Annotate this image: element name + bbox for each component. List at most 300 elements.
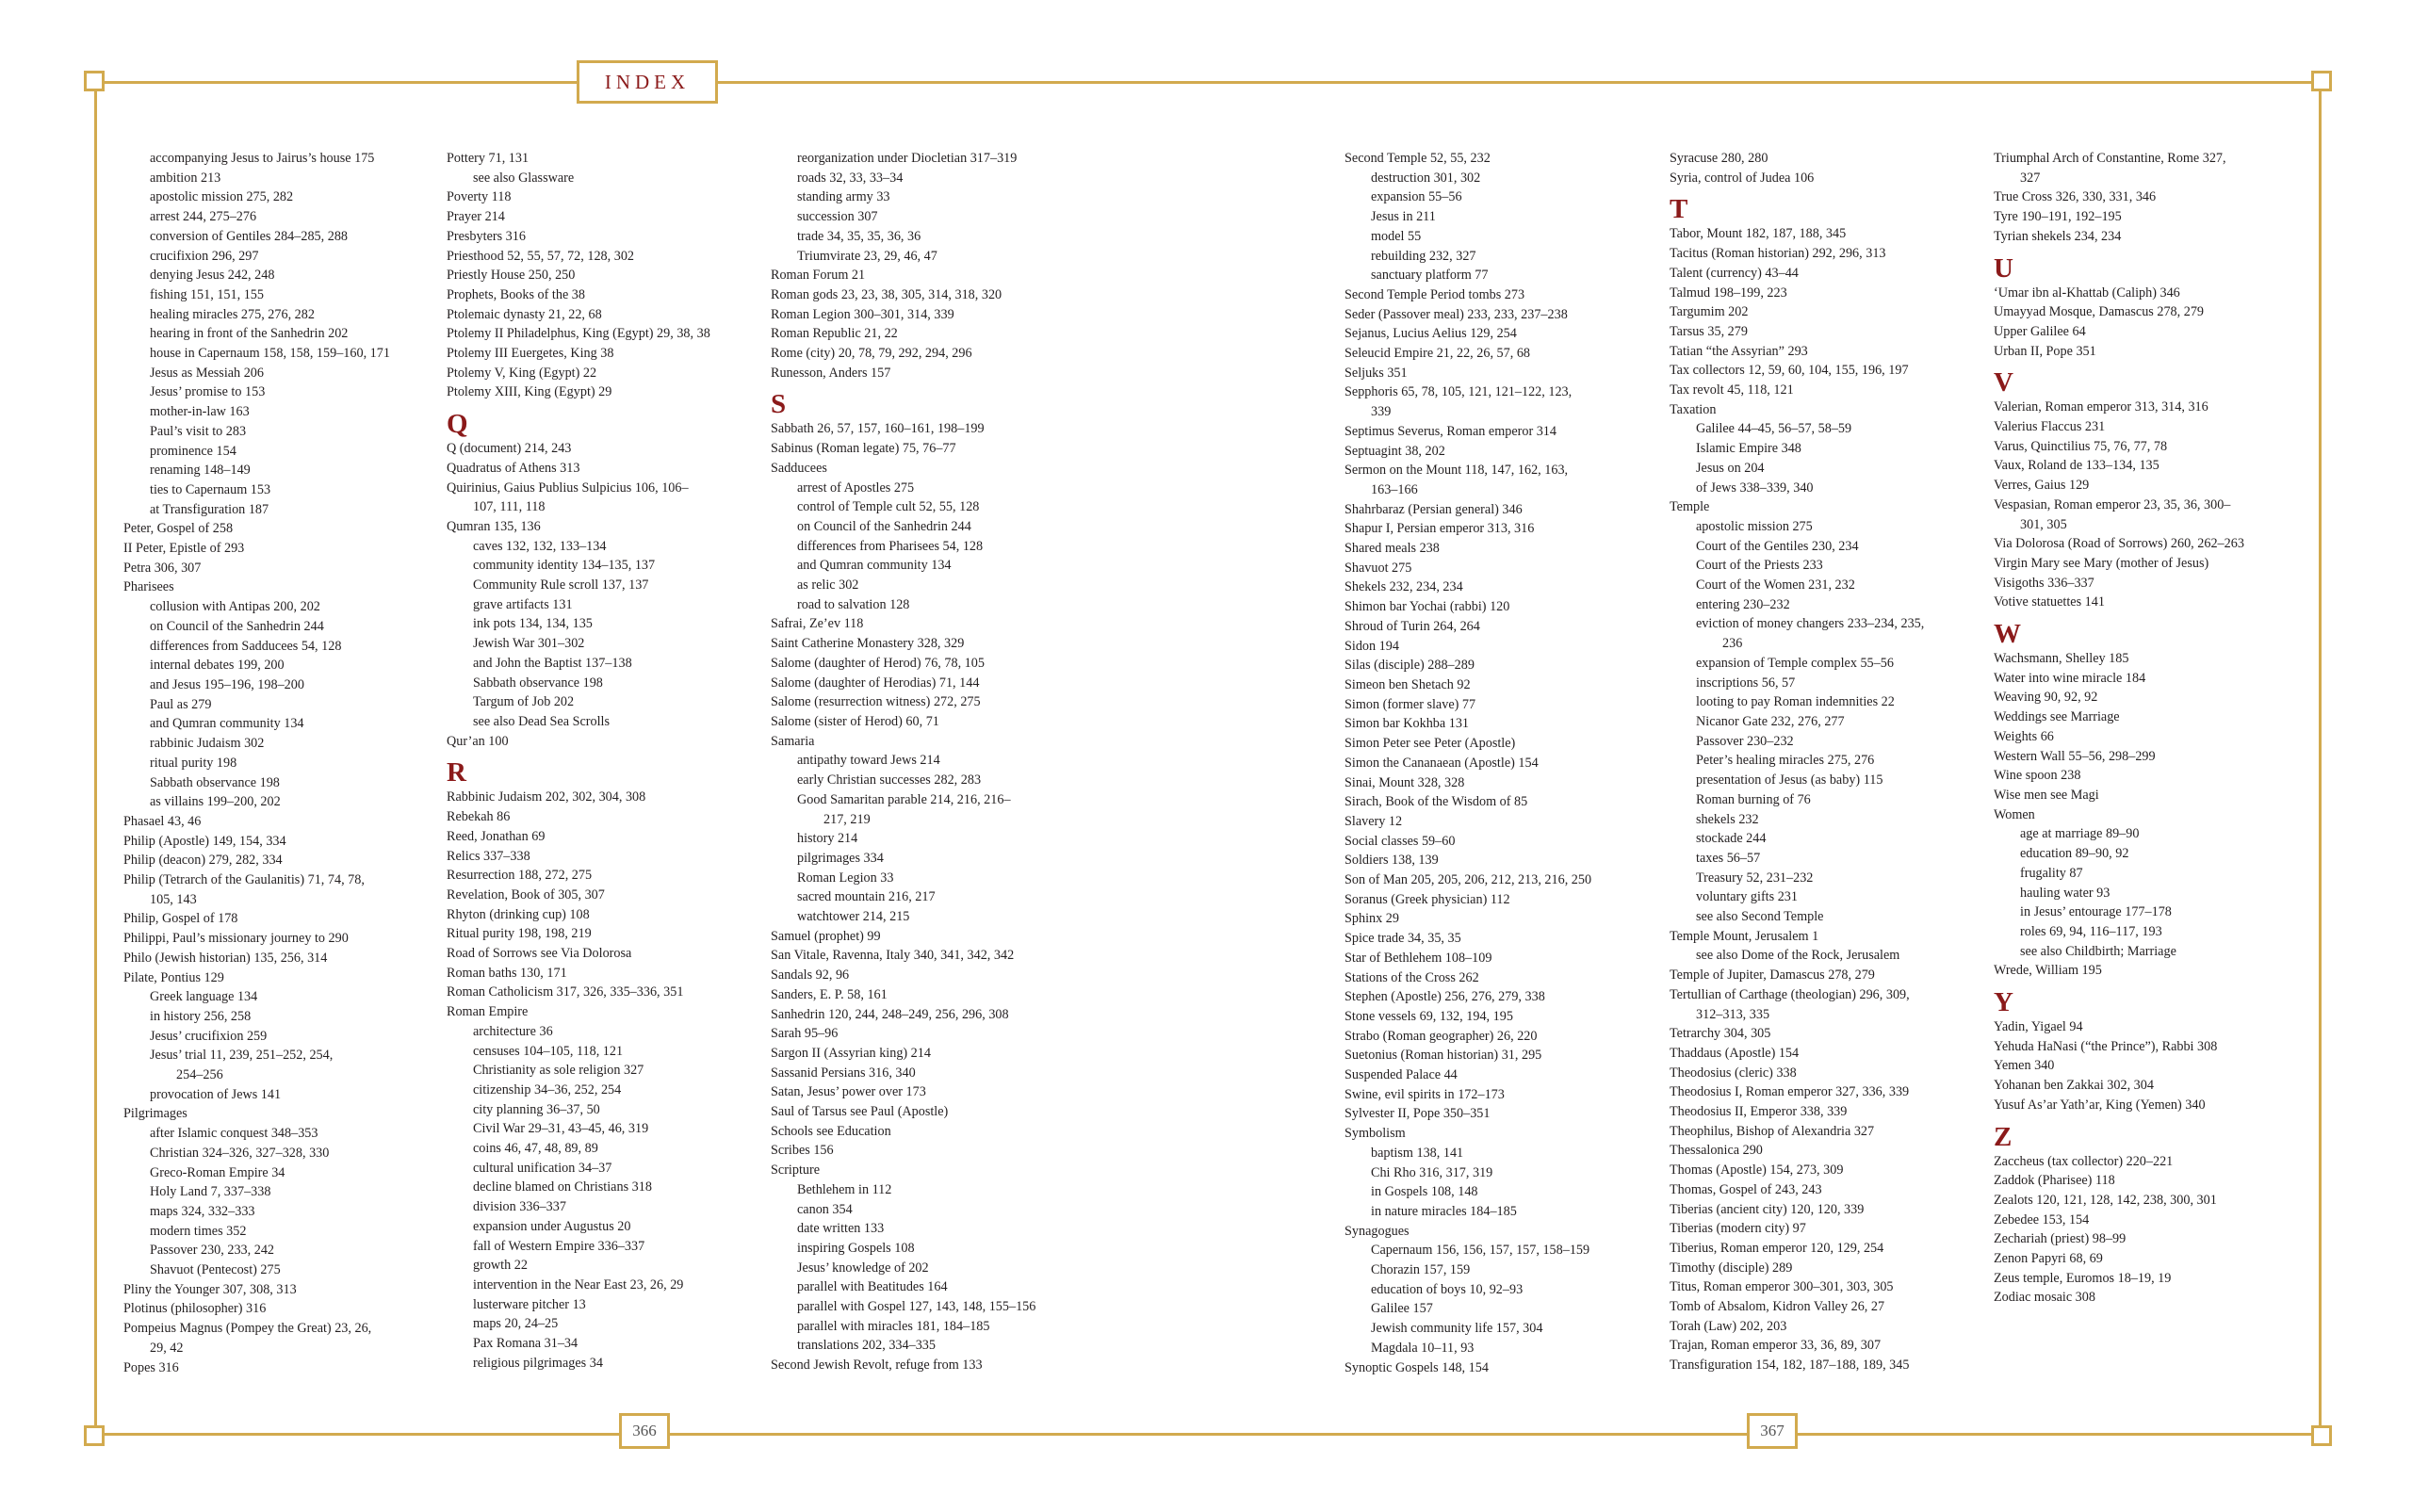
index-entry: Yadin, Yigael 94 — [1994, 1019, 2083, 1035]
index-entry: Tax revolt 45, 118, 121 — [1670, 382, 1794, 398]
page-number-right: 367 — [1760, 1422, 1785, 1439]
index-subentry: Capernaum 156, 156, 157, 157, 158–159 — [1371, 1243, 1590, 1259]
index-subentry: ritual purity 198 — [150, 755, 237, 771]
index-entry: Plotinus (philosopher) 316 — [123, 1301, 267, 1317]
index-entry: Relics 337–338 — [447, 848, 530, 864]
index-entry: Saul of Tarsus see Paul (Apostle) — [771, 1104, 949, 1120]
index-subentry: sanctuary platform 77 — [1371, 268, 1489, 284]
index-entry: Poverty 118 — [447, 189, 512, 205]
index-entry: II Peter, Epistle of 293 — [123, 541, 245, 557]
index-entry: Syracuse 280, 280 — [1670, 151, 1768, 166]
index-subentry: growth 22 — [473, 1258, 528, 1274]
index-entry: Stephen (Apostle) 256, 276, 279, 338 — [1345, 989, 1545, 1005]
index-subentry: lusterware pitcher 13 — [473, 1296, 586, 1312]
index-entry: Transfiguration 154, 182, 187–188, 189, 345 — [1670, 1358, 1910, 1374]
index-subentry: Court of the Priests 233 — [1696, 558, 1823, 574]
index-entry: Thaddaus (Apostle) 154 — [1670, 1045, 1800, 1061]
index-subentry: inscriptions 56, 57 — [1696, 675, 1796, 691]
index-subentry: Jesus’ knowledge of 202 — [797, 1260, 929, 1276]
index-entry-continuation: 327 — [2020, 170, 2041, 186]
index-subentry: and Qumran community 134 — [797, 558, 952, 574]
index-entry: Pilgrimages — [123, 1106, 187, 1122]
index-entry: Slavery 12 — [1345, 813, 1403, 829]
index-subentry: rebuilding 232, 327 — [1371, 248, 1476, 264]
index-subentry: intervention in the Near East 23, 26, 29 — [473, 1276, 684, 1293]
index-subentry: Civil War 29–31, 43–45, 46, 319 — [473, 1121, 649, 1137]
index-entry: Yehuda HaNasi (“the Prince”), Rabbi 308 — [1994, 1038, 2218, 1054]
index-entry: Wachsmann, Shelley 185 — [1994, 651, 2129, 667]
index-entry-continuation: 29, 42 — [150, 1340, 184, 1356]
index-entry: Stations of the Cross 262 — [1345, 969, 1479, 985]
index-entry: Ptolemy V, King (Egypt) 22 — [447, 365, 597, 381]
index-subentry: caves 132, 132, 133–134 — [473, 538, 607, 554]
index-entry: Septuagint 38, 202 — [1345, 443, 1445, 459]
index-subentry: Sabbath observance 198 — [150, 774, 280, 790]
index-entry: Talent (currency) 43–44 — [1670, 265, 1799, 281]
index-entry: Simon the Cananaean (Apostle) 154 — [1345, 755, 1539, 771]
index-entry: Yemen 340 — [1994, 1058, 2055, 1074]
index-entry: Sejanus, Lucius Aelius 129, 254 — [1345, 326, 1517, 342]
index-column-6 — [1994, 149, 2293, 1308]
index-entry: Shavuot 275 — [1345, 560, 1412, 576]
index-entry: Symbolism — [1345, 1126, 1406, 1142]
section-letter: R — [447, 757, 466, 789]
index-entry: Priestly House 250, 250 — [447, 268, 576, 284]
index-subentry: arrest of Apostles 275 — [797, 480, 915, 496]
index-entry: Roman gods 23, 23, 38, 305, 314, 318, 320 — [771, 286, 1002, 302]
index-subentry: Peter’s healing miracles 275, 276 — [1696, 753, 1875, 769]
index-subentry: censuses 104–105, 118, 121 — [473, 1043, 624, 1059]
index-entry: Silas (disciple) 288–289 — [1345, 658, 1475, 674]
index-entry: Son of Man 205, 205, 206, 212, 213, 216, 250 — [1345, 872, 1592, 888]
index-subentry: destruction 301, 302 — [1371, 170, 1481, 186]
index-entry: Wine spoon 238 — [1994, 768, 2081, 784]
index-subentry: Greek language 134 — [150, 989, 258, 1005]
index-entry: San Vitale, Ravenna, Italy 340, 341, 342, 342 — [771, 948, 1015, 964]
index-entry: Titus, Roman emperor 300–301, 303, 305 — [1670, 1279, 1894, 1295]
index-subentry: parallel with Gospel 127, 143, 148, 155–156 — [797, 1299, 1036, 1315]
index-subentry: Galilee 157 — [1371, 1301, 1433, 1317]
index-subentry: Galilee 44–45, 56–57, 58–59 — [1696, 421, 1852, 437]
index-subentry: baptism 138, 141 — [1371, 1145, 1464, 1161]
index-entry: Runesson, Anders 157 — [771, 365, 891, 381]
index-entry: Scripture — [771, 1162, 821, 1179]
index-entry: Popes 316 — [123, 1359, 179, 1375]
index-entry: Social classes 59–60 — [1345, 833, 1456, 849]
index-subentry: Court of the Gentiles 230, 234 — [1696, 538, 1859, 554]
index-subentry: expansion under Augustus 20 — [473, 1218, 631, 1234]
index-subentry: Roman burning of 76 — [1696, 791, 1811, 807]
index-entry: Theodosius I, Roman emperor 327, 336, 339 — [1670, 1084, 1910, 1100]
index-entry: Pharisees — [123, 579, 174, 595]
index-subentry: reorganization under Diocletian 317–319 — [797, 151, 1018, 166]
index-subentry: collusion with Antipas 200, 202 — [150, 599, 320, 615]
index-subentry: and Jesus 195–196, 198–200 — [150, 676, 304, 692]
index-entry: Roman Legion 300–301, 314, 339 — [771, 306, 954, 322]
index-subentry: fall of Western Empire 336–337 — [473, 1238, 645, 1254]
index-entry: Reed, Jonathan 69 — [447, 828, 546, 844]
index-subentry: roles 69, 94, 116–117, 193 — [2020, 923, 2162, 939]
index-entry: Thomas, Gospel of 243, 243 — [1670, 1181, 1822, 1197]
index-entry: Ptolemy II Philadelphus, King (Egypt) 29, 38, 38 — [447, 326, 710, 342]
index-subentry: rabbinic Judaism 302 — [150, 736, 265, 752]
index-subentry: roads 32, 33, 33–34 — [797, 170, 904, 186]
index-entry: Sanders, E. P. 58, 161 — [771, 986, 888, 1002]
index-subentry: crucifixion 296, 297 — [150, 248, 259, 264]
index-entry: Tertullian of Carthage (theologian) 296, 309, — [1670, 986, 1910, 1002]
index-subentry: age at marriage 89–90 — [2020, 826, 2140, 842]
index-entry: Yusuf As’ar Yath’ar, King (Yemen) 340 — [1994, 1097, 2206, 1113]
index-subentry: religious pilgrimages 34 — [473, 1355, 603, 1371]
index-subentry: in history 256, 258 — [150, 1008, 252, 1024]
index-subentry: community identity 134–135, 137 — [473, 558, 656, 574]
index-subentry: expansion 55–56 — [1371, 189, 1462, 205]
page-frame — [94, 81, 2322, 1436]
index-subentry: healing miracles 275, 276, 282 — [150, 306, 315, 322]
index-title — [577, 60, 718, 104]
index-subentry: Jesus’ promise to 153 — [150, 384, 266, 400]
index-entry: Tarsus 35, 279 — [1670, 323, 1748, 339]
index-subentry: maps 324, 332–333 — [150, 1203, 255, 1219]
index-entry: Soranus (Greek physician) 112 — [1345, 891, 1510, 907]
index-entry: Shahrbaraz (Persian general) 346 — [1345, 501, 1523, 517]
index-subentry: parallel with Beatitudes 164 — [797, 1279, 948, 1295]
index-entry: Valerius Flaccus 231 — [1994, 419, 2106, 435]
index-entry: Salome (sister of Herod) 60, 71 — [771, 713, 939, 729]
index-entry: Umayyad Mosque, Damascus 278, 279 — [1994, 304, 2205, 320]
index-entry: Votive statuettes 141 — [1994, 594, 2105, 610]
index-entry: Sargon II (Assyrian king) 214 — [771, 1045, 931, 1061]
index-subentry: parallel with miracles 181, 184–185 — [797, 1318, 990, 1334]
index-subentry: expansion of Temple complex 55–56 — [1696, 655, 1894, 671]
index-entry: Virgin Mary see Mary (mother of Jesus) — [1994, 555, 2209, 571]
index-entry: Targumim 202 — [1670, 304, 1749, 320]
index-subentry: history 214 — [797, 831, 858, 847]
index-entry: Seleucid Empire 21, 22, 26, 57, 68 — [1345, 346, 1531, 362]
index-entry: Seder (Passover meal) 233, 233, 237–238 — [1345, 306, 1568, 322]
index-entry: Tyrian shekels 234, 234 — [1994, 228, 2122, 244]
section-letter: T — [1670, 194, 1688, 225]
index-entry: Thomas (Apostle) 154, 273, 309 — [1670, 1162, 1844, 1179]
index-subentry: stockade 244 — [1696, 831, 1767, 847]
index-entry: Prophets, Books of the 38 — [447, 286, 585, 302]
index-column-4 — [1345, 149, 1644, 1377]
frame-corner-ornament — [84, 71, 105, 91]
index-subentry: fishing 151, 151, 155 — [150, 286, 264, 302]
index-entry: Roman Catholicism 317, 326, 335–336, 351 — [447, 984, 684, 1000]
index-entry: Sirach, Book of the Wisdom of 85 — [1345, 794, 1528, 810]
index-entry: Revelation, Book of 305, 307 — [447, 886, 605, 902]
index-entry: Theophilus, Bishop of Alexandria 327 — [1670, 1123, 1875, 1139]
index-entry: Zaccheus (tax collector) 220–221 — [1994, 1153, 2174, 1169]
index-entry: Sylvester II, Pope 350–351 — [1345, 1106, 1491, 1122]
section-letter: W — [1994, 619, 2021, 650]
index-subentry: Christian 324–326, 327–328, 330 — [150, 1145, 330, 1161]
index-entry-continuation: 339 — [1371, 404, 1392, 420]
index-subentry: frugality 87 — [2020, 865, 2083, 881]
index-entry: Zaddok (Pharisee) 118 — [1994, 1173, 2115, 1189]
index-entry: Sabbath 26, 57, 157, 160–161, 198–199 — [771, 421, 985, 437]
folio-right — [1747, 1413, 1798, 1449]
index-subentry: road to salvation 128 — [797, 596, 910, 612]
index-entry: Sabinus (Roman legate) 75, 76–77 — [771, 441, 956, 457]
index-entry: Weaving 90, 92, 92 — [1994, 690, 2098, 706]
index-column-5 — [1670, 149, 1969, 1375]
index-subentry: Paul as 279 — [150, 696, 212, 712]
index-subentry: shekels 232 — [1696, 811, 1759, 827]
index-subentry: education of boys 10, 92–93 — [1371, 1281, 1524, 1297]
index-entry-continuation: 301, 305 — [2020, 516, 2067, 532]
index-subentry: eviction of money changers 233–234, 235, — [1696, 616, 1925, 632]
index-entry: Quadratus of Athens 313 — [447, 460, 580, 476]
index-subentry: Treasury 52, 231–232 — [1696, 870, 1814, 886]
index-subentry: house in Capernaum 158, 158, 159–160, 171 — [150, 346, 390, 362]
index-entry: Sepphoris 65, 78, 105, 121, 121–122, 123, — [1345, 384, 1573, 400]
index-entry: True Cross 326, 330, 331, 346 — [1994, 189, 2157, 205]
index-subentry: succession 307 — [797, 209, 878, 225]
index-entry: Priesthood 52, 55, 57, 72, 128, 302 — [447, 248, 635, 264]
index-entry: Syria, control of Judea 106 — [1670, 170, 1815, 186]
index-subentry: Jesus as Messiah 206 — [150, 365, 264, 381]
frame-corner-ornament — [2311, 71, 2332, 91]
index-subentry: arrest 244, 275–276 — [150, 209, 257, 225]
index-entry: Second Jewish Revolt, refuge from 133 — [771, 1358, 983, 1374]
index-entry: Satan, Jesus’ power over 173 — [771, 1084, 926, 1100]
index-subentry: as relic 302 — [797, 577, 859, 593]
index-subentry: Islamic Empire 348 — [1696, 441, 1801, 457]
index-entry: Safrai, Ze’ev 118 — [771, 616, 864, 632]
index-subentry: grave artifacts 131 — [473, 596, 573, 612]
index-subentry: Targum of Job 202 — [473, 694, 575, 710]
index-entry: Valerian, Roman emperor 313, 314, 316 — [1994, 399, 2208, 415]
index-entry: Ptolemy III Euergetes, King 38 — [447, 346, 614, 362]
page-title: INDEX — [604, 70, 691, 93]
index-subentry: Roman Legion 33 — [797, 870, 894, 886]
index-entry: Urban II, Pope 351 — [1994, 343, 2096, 359]
index-subentry: canon 354 — [797, 1201, 853, 1217]
index-subentry: in Jesus’ entourage 177–178 — [2020, 904, 2172, 920]
index-subentry: cultural unification 34–37 — [473, 1160, 612, 1176]
index-entry: Taxation — [1670, 401, 1717, 417]
index-entry: Sadducees — [771, 460, 827, 476]
section-letter: Y — [1994, 987, 2013, 1018]
index-subentry: and Qumran community 134 — [150, 716, 304, 732]
index-subentry: Good Samaritan parable 214, 216, 216– — [797, 791, 1011, 807]
index-subentry: Shavuot (Pentecost) 275 — [150, 1262, 281, 1278]
index-subentry: apostolic mission 275, 282 — [150, 189, 294, 205]
index-entry: Stone vessels 69, 132, 194, 195 — [1345, 1008, 1513, 1024]
index-subentry: on Council of the Sanhedrin 244 — [150, 618, 324, 634]
index-subentry: standing army 33 — [797, 189, 890, 205]
index-entry: Swine, evil spirits in 172–173 — [1345, 1086, 1505, 1102]
index-subentry: apostolic mission 275 — [1696, 518, 1813, 534]
index-subentry: taxes 56–57 — [1696, 850, 1761, 866]
index-entry: Petra 306, 307 — [123, 560, 202, 576]
index-subentry: see also Glassware — [473, 170, 575, 186]
index-subentry: Holy Land 7, 337–338 — [150, 1184, 271, 1200]
index-entry-continuation: 254–256 — [176, 1067, 223, 1083]
index-entry: Simon (former slave) 77 — [1345, 696, 1476, 712]
index-entry: Upper Galilee 64 — [1994, 323, 2086, 339]
index-subentry: voluntary gifts 231 — [1696, 889, 1798, 905]
index-entry: Wise men see Magi — [1994, 787, 2099, 803]
index-subentry: of Jews 338–339, 340 — [1696, 480, 1814, 496]
section-letter: V — [1994, 367, 2013, 398]
index-entry: Thessalonica 290 — [1670, 1143, 1763, 1159]
index-subentry: early Christian successes 282, 283 — [797, 772, 982, 789]
section-letter: S — [771, 389, 787, 420]
index-entry: Sarah 95–96 — [771, 1026, 839, 1042]
index-entry: Temple of Jupiter, Damascus 278, 279 — [1670, 967, 1875, 984]
index-entry: Simon Peter see Peter (Apostle) — [1345, 736, 1516, 752]
index-entry: Peter, Gospel of 258 — [123, 521, 234, 537]
index-subentry: Jewish War 301–302 — [473, 636, 585, 652]
index-entry: Salome (daughter of Herodias) 71, 144 — [771, 675, 980, 691]
index-subentry: education 89–90, 92 — [2020, 846, 2129, 862]
index-entry: Philip (deacon) 279, 282, 334 — [123, 853, 283, 869]
index-entry: Rhyton (drinking cup) 108 — [447, 906, 590, 922]
index-subentry: after Islamic conquest 348–353 — [150, 1126, 318, 1142]
index-subentry: on Council of the Sanhedrin 244 — [797, 518, 971, 534]
index-entry: Rabbinic Judaism 202, 302, 304, 308 — [447, 789, 646, 805]
index-subentry: at Transfiguration 187 — [150, 501, 269, 517]
index-entry: Tiberius, Roman emperor 120, 129, 254 — [1670, 1240, 1884, 1256]
index-entry: Tatian “the Assyrian” 293 — [1670, 343, 1808, 359]
folio-left — [619, 1413, 670, 1449]
index-entry: Zebedee 153, 154 — [1994, 1211, 2090, 1227]
index-subentry: Nicanor Gate 232, 276, 277 — [1696, 713, 1845, 729]
index-entry: Yohanan ben Zakkai 302, 304 — [1994, 1078, 2154, 1094]
index-entry: Zealots 120, 121, 128, 142, 238, 300, 301 — [1994, 1192, 2217, 1208]
index-entry: Shekels 232, 234, 234 — [1345, 579, 1463, 595]
index-entry: Qur’an 100 — [447, 733, 509, 749]
index-subentry: Sabbath observance 198 — [473, 675, 603, 691]
index-entry: Zeus temple, Euromos 18–19, 19 — [1994, 1270, 2172, 1286]
index-entry: Philip (Apostle) 149, 154, 334 — [123, 833, 286, 849]
index-entry: Pliny the Younger 307, 308, 313 — [123, 1281, 297, 1297]
index-subentry: Jesus on 204 — [1696, 460, 1765, 476]
section-letter: Z — [1994, 1121, 2013, 1152]
index-entry: Suetonius (Roman historian) 31, 295 — [1345, 1048, 1542, 1064]
index-subentry: Greco-Roman Empire 34 — [150, 1164, 285, 1180]
index-entry: Second Temple 52, 55, 232 — [1345, 151, 1491, 166]
index-entry: Roman Empire — [447, 1004, 529, 1020]
index-entry: Synoptic Gospels 148, 154 — [1345, 1359, 1489, 1375]
index-entry: Timothy (disciple) 289 — [1670, 1260, 1793, 1276]
index-subentry: differences from Pharisees 54, 128 — [797, 538, 984, 554]
index-subentry: translations 202, 334–335 — [797, 1338, 936, 1354]
index-entry: Pilate, Pontius 129 — [123, 969, 224, 985]
index-entry: Resurrection 188, 272, 275 — [447, 868, 593, 884]
index-column-2 — [447, 149, 746, 1373]
index-subentry: antipathy toward Jews 214 — [797, 753, 940, 769]
index-entry: Theodosius (cleric) 338 — [1670, 1065, 1797, 1081]
index-entry: Women — [1994, 806, 2035, 822]
index-subentry: conversion of Gentiles 284–285, 288 — [150, 228, 349, 244]
index-entry: Scribes 156 — [771, 1143, 834, 1159]
index-entry-continuation: 163–166 — [1371, 481, 1418, 497]
index-entry: Tacitus (Roman historian) 292, 296, 313 — [1670, 246, 1886, 262]
page-number-left: 366 — [632, 1422, 657, 1439]
index-column-3 — [771, 149, 1070, 1375]
index-subentry: Magdala 10–11, 93 — [1371, 1340, 1475, 1356]
index-subentry: Christianity as sole religion 327 — [473, 1063, 644, 1079]
index-subentry: denying Jesus 242, 248 — [150, 268, 275, 284]
index-entry: Varus, Quinctilius 75, 76, 77, 78 — [1994, 438, 2168, 454]
index-entry: Weddings see Marriage — [1994, 709, 2120, 725]
index-subentry: coins 46, 47, 48, 89, 89 — [473, 1141, 598, 1157]
index-subentry: ambition 213 — [150, 170, 221, 186]
index-entry: Wrede, William 195 — [1994, 963, 2102, 979]
index-entry: Tabor, Mount 182, 187, 188, 345 — [1670, 226, 1847, 242]
index-subentry: Passover 230–232 — [1696, 733, 1794, 749]
index-entry: Theodosius II, Emperor 338, 339 — [1670, 1104, 1848, 1120]
section-letter: Q — [447, 409, 468, 440]
index-entry: Second Temple Period tombs 273 — [1345, 286, 1525, 302]
index-subentry: date written 133 — [797, 1221, 885, 1237]
index-entry: Tiberias (ancient city) 120, 120, 339 — [1670, 1201, 1865, 1217]
index-entry: Philo (Jewish historian) 135, 256, 314 — [123, 950, 328, 966]
index-entry: Water into wine miracle 184 — [1994, 670, 2146, 686]
index-subentry: Pax Romana 31–34 — [473, 1336, 579, 1352]
index-entry: Phasael 43, 46 — [123, 813, 202, 829]
index-subentry: maps 20, 24–25 — [473, 1316, 559, 1332]
index-entry: Ptolemaic dynasty 21, 22, 68 — [447, 306, 602, 322]
index-subentry: citizenship 34–36, 252, 254 — [473, 1081, 622, 1097]
index-entry: Pompeius Magnus (Pompey the Great) 23, 26, — [123, 1321, 372, 1337]
index-entry: Seljuks 351 — [1345, 365, 1408, 381]
index-subentry: renaming 148–149 — [150, 463, 251, 479]
index-entry: Temple — [1670, 499, 1710, 515]
index-subentry: mother-in-law 163 — [150, 404, 250, 420]
index-entry: Suspended Palace 44 — [1345, 1067, 1458, 1083]
index-entry: Samuel (prophet) 99 — [771, 928, 881, 944]
index-entry: Soldiers 138, 139 — [1345, 853, 1439, 869]
index-entry: Sphinx 29 — [1345, 911, 1399, 927]
index-entry: Philippi, Paul’s missionary journey to 290 — [123, 931, 349, 947]
index-subentry: see also Second Temple — [1696, 909, 1824, 925]
index-entry: Tiberias (modern city) 97 — [1670, 1221, 1806, 1237]
index-subentry: see also Childbirth; Marriage — [2020, 943, 2176, 959]
index-entry: Star of Bethlehem 108–109 — [1345, 950, 1492, 966]
index-subentry: division 336–337 — [473, 1199, 566, 1215]
index-entry: Saint Catherine Monastery 328, 329 — [771, 636, 965, 652]
index-entry: Sinai, Mount 328, 328 — [1345, 774, 1465, 790]
index-subentry: Jesus’ trial 11, 239, 251–252, 254, — [150, 1048, 334, 1064]
index-entry-continuation: 217, 219 — [823, 811, 871, 827]
index-entry: Philip (Tetrarch of the Gaulanitis) 71, 74, 78, — [123, 872, 365, 888]
index-entry: Q (document) 214, 243 — [447, 441, 572, 457]
index-entry: Tax collectors 12, 59, 60, 104, 155, 196, 197 — [1670, 363, 1909, 379]
index-subentry: hearing in front of the Sanhedrin 202 — [150, 326, 349, 342]
index-entry: Samaria — [771, 733, 815, 749]
index-subentry: Chorazin 157, 159 — [1371, 1262, 1471, 1278]
index-entry: Prayer 214 — [447, 209, 505, 225]
index-entry: Rebekah 86 — [447, 809, 511, 825]
index-entry: Verres, Gaius 129 — [1994, 478, 2090, 494]
index-column-1 — [123, 149, 423, 1377]
index-subentry: hauling water 93 — [2020, 885, 2110, 901]
index-entry: Simeon ben Shetach 92 — [1345, 676, 1471, 692]
index-subentry: in nature miracles 184–185 — [1371, 1203, 1517, 1219]
index-subentry: in Gospels 108, 148 — [1371, 1184, 1478, 1200]
index-entry: Trajan, Roman emperor 33, 36, 89, 307 — [1670, 1338, 1882, 1354]
index-subentry: Jesus’ crucifixion 259 — [150, 1028, 268, 1044]
index-entry: Salome (resurrection witness) 272, 275 — [771, 694, 981, 710]
index-entry: Sermon on the Mount 118, 147, 162, 163, — [1345, 463, 1569, 479]
index-subentry: prominence 154 — [150, 443, 236, 459]
index-subentry: inspiring Gospels 108 — [797, 1240, 915, 1256]
